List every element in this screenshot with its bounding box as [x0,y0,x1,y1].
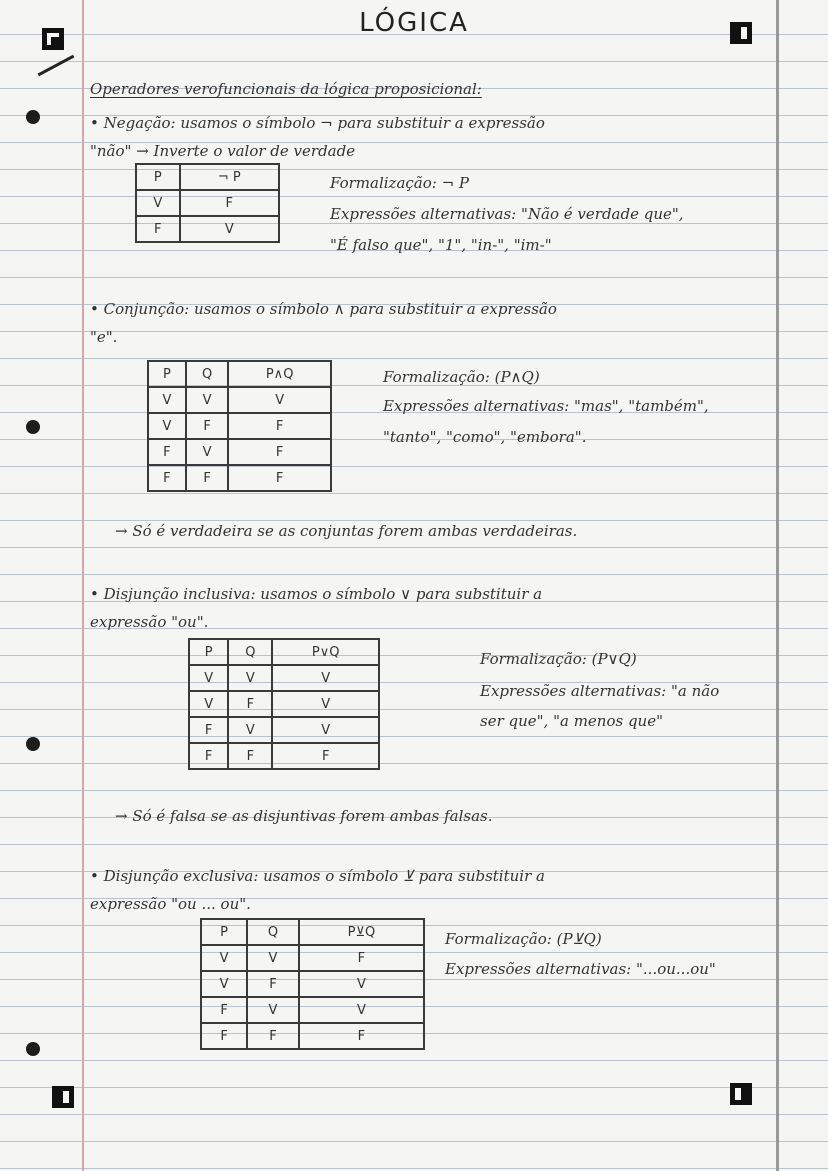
table-cell: F [180,190,279,216]
inclusive-disjunction-definition-cont: expressão "ou". [90,613,209,631]
table-header: Q [247,919,299,945]
table-cell: V [186,387,228,413]
inclusive-disjunction-truth-table [188,638,380,770]
table-cell: V [189,665,228,691]
table-cell: V [272,691,379,717]
binder-hole [26,420,40,434]
table-header: P∨Q [272,639,379,665]
inclusive-disjunction-definition: • Disjunção inclusiva: usamos o símbolo ∨ para substituir a [90,585,543,603]
table-header: P⊻Q [299,919,424,945]
negation-alternatives: Expressões alternativas: "Não é verdade que", [330,205,684,223]
inclusive-disjunction-note: → Só é falsa se as disjuntivas forem ambas falsas. [115,807,493,825]
table-cell: F [148,439,186,465]
exclusive-disjunction-truth-table [200,918,425,1050]
table-cell: V [201,945,247,971]
table-header: P [189,639,228,665]
exclusive-disjunction-definition: • Disjunção exclusiva: usamos o símbolo ⊻ para substituir a [90,867,545,885]
table-cell: V [201,971,247,997]
table-cell: F [299,1023,424,1049]
table-cell: F [201,997,247,1023]
binder-hole [26,737,40,751]
table-header: P∧Q [228,361,331,387]
table-cell: V [299,997,424,1023]
table-cell: V [228,665,272,691]
margin-line [82,0,84,1171]
table-cell: F [247,971,299,997]
table-cell: V [148,413,186,439]
negation-definition-cont: "não" → Inverte o valor de verdade [90,142,356,160]
table-header: P [136,164,180,190]
negation-formalization: Formalização: ¬ P [330,174,470,192]
scan-corner-marker-icon [52,1086,74,1108]
table-cell: V [148,387,186,413]
conjunction-definition: • Conjunção: usamos o símbolo ∧ para substituir a expressão [90,300,557,318]
table-header: Q [186,361,228,387]
table-cell: F [186,465,228,491]
table-header: ¬ P [180,164,279,190]
table-cell: V [272,717,379,743]
table-cell: V [272,665,379,691]
conjunction-alternatives: Expressões alternativas: "mas", "também", [383,397,709,415]
inclusive-disjunction-alternatives-cont: ser que", "a menos que" [480,712,663,730]
table-cell: V [299,971,424,997]
exclusive-disjunction-definition-cont: expressão "ou ... ou". [90,895,251,913]
table-cell: V [186,439,228,465]
table-cell: F [189,743,228,769]
table-cell: V [180,216,279,242]
table-cell: V [228,717,272,743]
table-header: P [148,361,186,387]
scan-corner-marker-icon [730,1083,752,1105]
table-cell: F [299,945,424,971]
table-cell: F [228,439,331,465]
binder-hole [26,110,40,124]
table-header: Q [228,639,272,665]
conjunction-truth-table [147,360,332,492]
negation-truth-table [135,163,280,243]
table-header: P [201,919,247,945]
table-cell: F [228,413,331,439]
exclusive-disjunction-alternatives: Expressões alternativas: "...ou...ou" [445,960,716,978]
intro-heading: Operadores verofuncionais da lógica proposicional: [90,80,482,98]
conjunction-alternatives-cont: "tanto", "como", "embora". [383,428,587,446]
table-cell: F [186,413,228,439]
conjunction-definition-cont: "e". [90,328,118,346]
table-cell: V [189,691,228,717]
table-cell: F [189,717,228,743]
page-title: LÓGICA [359,8,469,38]
table-cell: F [272,743,379,769]
table-cell: V [247,945,299,971]
table-cell: F [148,465,186,491]
table-cell: F [228,743,272,769]
table-cell: F [201,1023,247,1049]
exclusive-disjunction-formalization: Formalização: (P⊻Q) [445,930,602,948]
table-cell: F [228,465,331,491]
conjunction-formalization: Formalização: (P∧Q) [383,368,540,386]
conjunction-note: → Só é verdadeira se as conjuntas forem ambas verdadeiras. [115,522,578,540]
pen-mark [38,55,75,76]
table-cell: V [247,997,299,1023]
negation-alternatives-cont: "É falso que", "1", "in-", "im-" [330,236,552,254]
page-edge [776,0,779,1171]
inclusive-disjunction-alternatives: Expressões alternativas: "a não [480,682,720,700]
table-cell: F [136,216,180,242]
binder-hole [26,1042,40,1056]
inclusive-disjunction-formalization: Formalização: (P∨Q) [480,650,637,668]
negation-definition: • Negação: usamos o símbolo ¬ para substituir a expressão [90,114,545,132]
table-cell: F [247,1023,299,1049]
table-cell: V [228,387,331,413]
table-cell: F [228,691,272,717]
table-cell: V [136,190,180,216]
